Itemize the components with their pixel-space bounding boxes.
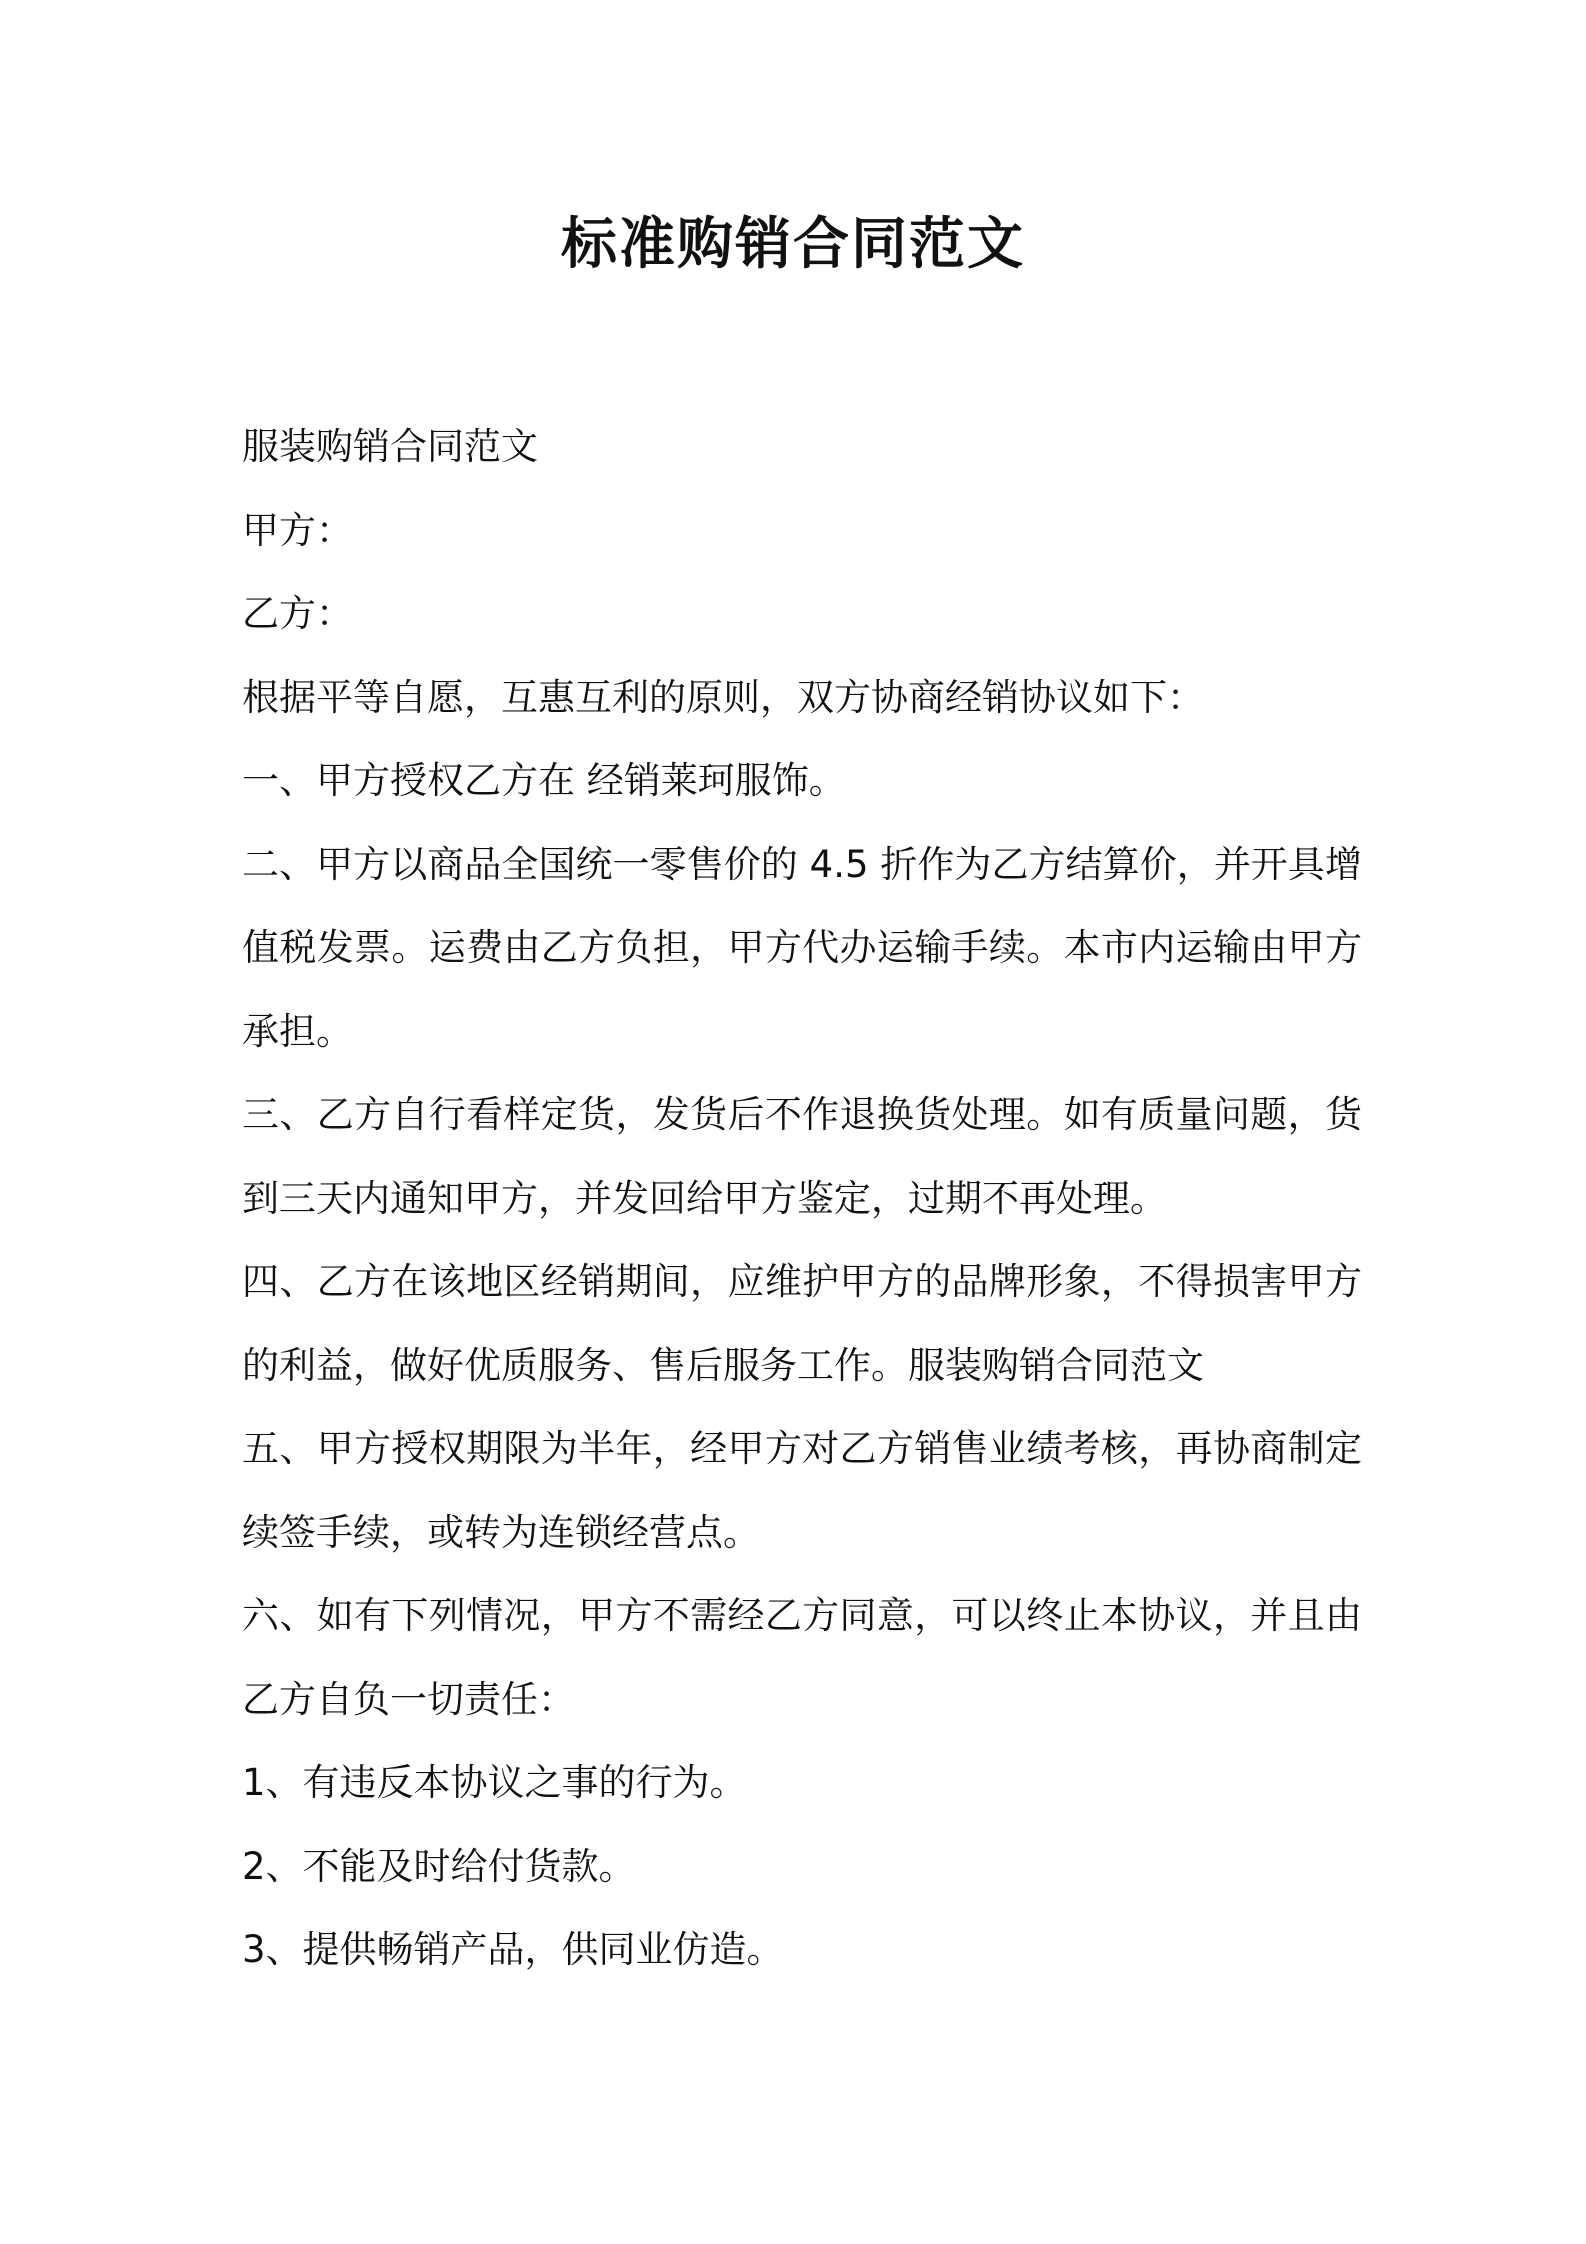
document-body bbox=[242, 405, 1362, 1992]
paragraph-item-2: 2、不能及时给付货款。 bbox=[242, 1844, 636, 1888]
paragraph-party-a: 甲方： bbox=[242, 508, 353, 552]
paragraph-intro: 根据平等自愿，互惠互利的原则，双方协商经销协议如下： bbox=[242, 675, 1204, 719]
paragraph-clause-4: 四、乙方在该地区经销期间，应维护甲方的品牌形象，不得损害甲方的利益，做好优质服务、售后服务工作。服装购销合同范文 bbox=[242, 1260, 1362, 1387]
paragraph-clause-2: 二、甲方以商品全国统一零售价的 4.5 折作为乙方结算价，并开具增值税发票。运费由乙方负担，甲方代办运输手续。本市内运输由甲方承担。 bbox=[242, 842, 1362, 1053]
paragraph-clause-6: 六、如有下列情况，甲方不需经乙方同意，可以终止本协议，并且由乙方自负一切责任： bbox=[242, 1594, 1362, 1721]
paragraph-item-1: 1、有违反本协议之事的行为。 bbox=[242, 1761, 747, 1804]
paragraph-clause-5: 五、甲方授权期限为半年，经甲方对乙方销售业绩考核，再协商制定续签手续，或转为连锁经营点。 bbox=[242, 1427, 1362, 1554]
paragraph-clause-3: 三、乙方自行看样定货，发货后不作退换货处理。如有质量问题，货到三天内通知甲方，并发回给甲方鉴定，过期不再处理。 bbox=[242, 1093, 1362, 1220]
paragraph-item-3: 3、提供畅销产品，供同业仿造。 bbox=[242, 1928, 784, 1971]
paragraph-clause-1: 一、甲方授权乙方在 经销莱珂服饰。 bbox=[242, 759, 846, 802]
paragraph-party-b: 乙方： bbox=[242, 592, 353, 635]
document-title: 标准购销合同范文 bbox=[561, 212, 1025, 277]
paragraph-subtitle: 服装购销合同范文 bbox=[242, 425, 538, 468]
